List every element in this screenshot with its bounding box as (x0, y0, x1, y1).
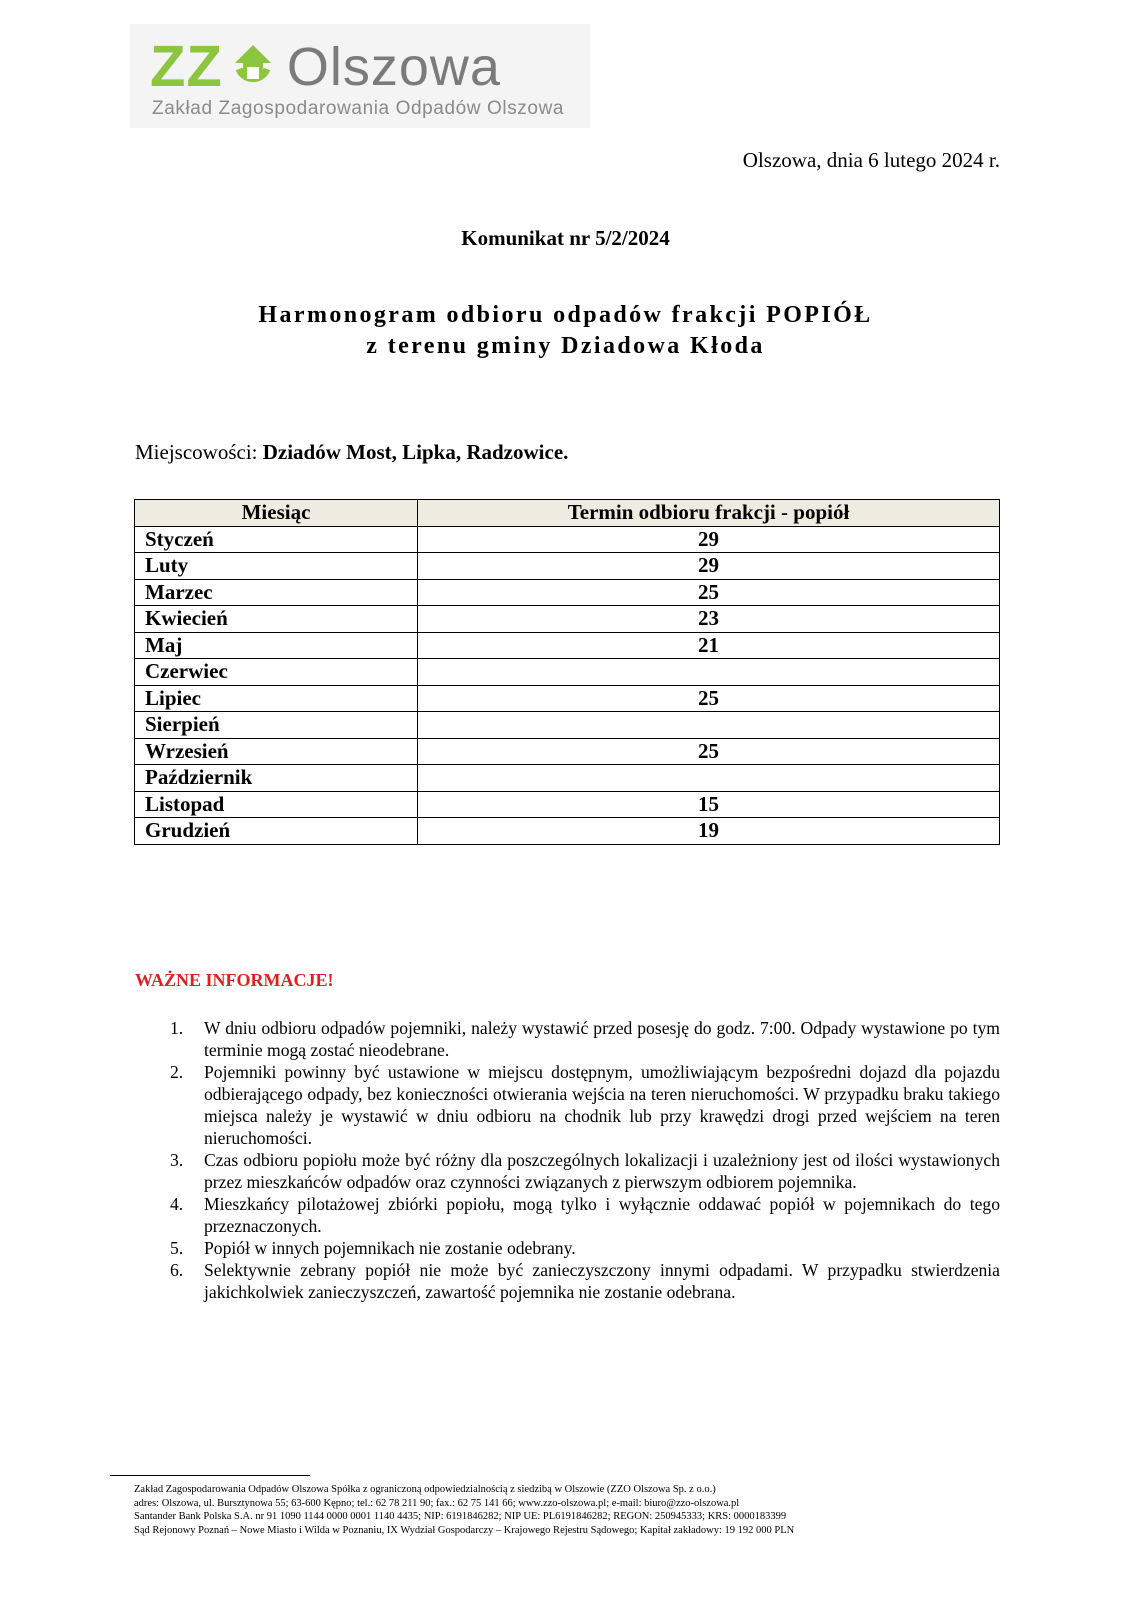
schedule-table (134, 499, 1000, 845)
day-cell: 29 (418, 526, 1000, 553)
table-row (135, 659, 1000, 686)
item-text: Selektywnie zebrany popiół nie może być zanieczyszczony innymi odpadami. W przypadku stwierdzenia jakichkolwiek zanieczyszczeń, zawartość pojemnika nie zostanie odebrana. (204, 1260, 1000, 1302)
document-title (0, 300, 1131, 362)
title-line-1: Harmonogram odbioru odpadów frakcji POPIÓŁ (258, 302, 873, 328)
footer-line-bank: Santander Bank Polska S.A. nr 91 1090 1144 0000 0001 1140 4435; NIP: 6191846282; NIP UE: PL6191846282; REGON: 250945333; KRS: 0000183399 (134, 1511, 787, 1522)
item-text: Mieszkańcy pilotażowej zbiórki popiołu, mogą tylko i wyłącznie oddawać popiół w pojemnikach do tego przeznaczonych. (204, 1194, 1000, 1236)
month-cell: Maj (135, 632, 418, 659)
item-text: W dniu odbioru odpadów pojemniki, należy wystawić przed posesję do godz. 7:00. Odpady wystawione po tym terminie mogą zostać nieodebrane. (204, 1018, 1000, 1060)
footer-line-court: Sąd Rejonowy Poznań – Nowe Miasto i Wilda w Poznaniu, IX Wydział Gospodarczy – Krajowego Rejestru Sądowego; Kapitał zakładowy: 19 192 000 PLN (134, 1524, 795, 1536)
footer-line-company: Zakład Zagospodarowania Odpadów Olszowa Spółka z ograniczoną odpowiedzialnością z siedzibą w Olszowie (ZZO Olszowa Sp. z o.o.) (134, 1484, 716, 1495)
recycle-icon (225, 39, 281, 95)
month-cell: Luty (135, 553, 418, 580)
day-cell: 25 (418, 738, 1000, 765)
day-cell: 15 (418, 791, 1000, 818)
item-number: 6. (170, 1260, 184, 1280)
table-row (135, 579, 1000, 606)
month-cell: Sierpień (135, 712, 418, 739)
localities-line (135, 440, 568, 465)
table-row (135, 685, 1000, 712)
month-cell: Lipiec (135, 685, 418, 712)
important-info-list (134, 1017, 1000, 1303)
localities-value: Dziadów Most, Lipka, Radzowice. (262, 440, 569, 464)
item-text: Czas odbioru popiołu może być różny dla poszczególnych lokalizacji i uzależniony jest od ilości wystawionych przez mieszkańców odpadów oraz czynności związanych z pierwszym odbiorem pojemnika. (204, 1150, 1000, 1192)
table-row (135, 712, 1000, 739)
month-cell: Czerwiec (135, 659, 418, 686)
document-date: Olszowa, dnia 6 lutego 2024 r. (742, 148, 1000, 172)
list-item (134, 1193, 1000, 1237)
day-cell: 19 (418, 818, 1000, 845)
month-cell: Październik (135, 765, 418, 792)
table-row (135, 553, 1000, 580)
list-item (134, 1149, 1000, 1193)
list-item (134, 1259, 1000, 1303)
logo-name-text: Olszowa (286, 37, 501, 97)
item-number: 4. (170, 1194, 184, 1214)
company-footer (134, 1483, 1034, 1537)
table-row (135, 738, 1000, 765)
title-line-2: z terenu gminy Dziadowa Kłoda (366, 333, 765, 359)
month-cell: Grudzień (135, 818, 418, 845)
list-item (134, 1061, 1000, 1149)
header-pickup-date: Termin odbioru frakcji - popiół (418, 500, 1000, 527)
day-cell (418, 765, 1000, 792)
item-text: Pojemniki powinny być ustawione w miejscu dostępnym, umożliwiającym bezpośredni dojazd dla pojazdu odbierającego odpady, bez konieczności otwierania wejścia na teren nieruchomości. W przypadku braku takiego miejsca należy je wystawić w dniu odbioru na chodnik lub przy krawędzi drogi przed wejściem na teren nieruchomości. (204, 1062, 1000, 1148)
list-item (134, 1017, 1000, 1061)
company-logo (130, 24, 590, 128)
logo-zz-text: ZZ (150, 34, 223, 99)
day-cell: 21 (418, 632, 1000, 659)
table-row (135, 791, 1000, 818)
table-row (135, 526, 1000, 553)
day-cell: 29 (418, 553, 1000, 580)
logo-wordmark (150, 34, 501, 100)
day-cell: 25 (418, 579, 1000, 606)
day-cell (418, 712, 1000, 739)
localities-label: Miejscowości: (135, 440, 263, 464)
month-cell: Wrzesień (135, 738, 418, 765)
month-cell: Kwiecień (135, 606, 418, 633)
month-cell: Styczeń (135, 526, 418, 553)
day-cell: 25 (418, 685, 1000, 712)
important-info-heading: WAŻNE INFORMACJE! (135, 970, 334, 990)
day-cell (418, 659, 1000, 686)
header-month: Miesiąc (135, 500, 418, 527)
footer-line-address: adres: Olszowa, ul. Bursztynowa 55; 63-600 Kępno; tel.: 62 78 211 90; fax.: 62 75 141 66; www.zzo-olszowa.pl; e-mail: biuro@zzo-olszowa.pl (134, 1497, 740, 1509)
table-row (135, 818, 1000, 845)
table-header-row (135, 500, 1000, 527)
logo-subtitle: Zakład Zagospodarowania Odpadów Olszowa (152, 98, 565, 119)
day-cell: 23 (418, 606, 1000, 633)
item-number: 3. (170, 1150, 184, 1170)
footer-divider (110, 1475, 310, 1476)
table-row (135, 606, 1000, 633)
item-text: Popiół w innych pojemnikach nie zostanie odebrany. (204, 1238, 576, 1258)
table-row (135, 765, 1000, 792)
announcement-number: Komunikat nr 5/2/2024 (461, 226, 670, 250)
item-number: 2. (170, 1062, 184, 1082)
item-number: 1. (170, 1018, 184, 1038)
item-number: 5. (170, 1238, 184, 1258)
month-cell: Marzec (135, 579, 418, 606)
table-row (135, 632, 1000, 659)
list-item (134, 1237, 1000, 1259)
month-cell: Listopad (135, 791, 418, 818)
